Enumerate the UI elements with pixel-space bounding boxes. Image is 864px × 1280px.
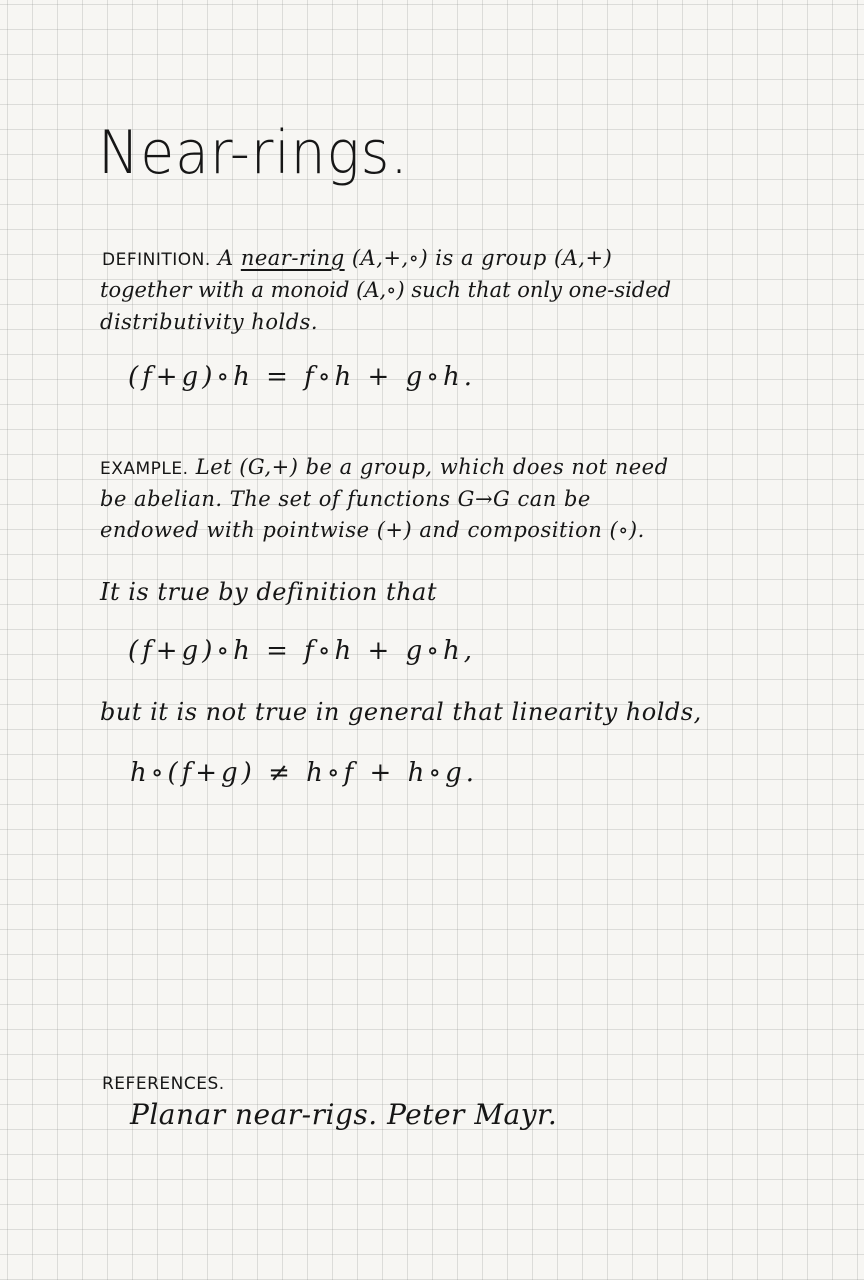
definition-line-3: distributivity holds. bbox=[100, 310, 319, 334]
references-label: REFERENCES. bbox=[102, 1074, 225, 1094]
example-formula-2: h∘(f+g) ≠ h∘f + h∘g. bbox=[130, 758, 478, 788]
definition-article: A bbox=[217, 246, 234, 270]
page-title: Near-rings. bbox=[98, 118, 409, 188]
definition-line-1-rest: (A,+,∘) is a group (A,+) bbox=[351, 246, 613, 270]
example-line-1-text: Let (G,+) be a group, which does not need bbox=[195, 455, 669, 479]
example-line-3: endowed with pointwise (+) and composition (∘). bbox=[100, 518, 645, 542]
definition-term: near-ring bbox=[240, 246, 345, 270]
example-formula-1: (f+g)∘h = f∘h + g∘h, bbox=[128, 636, 476, 666]
example-label: EXAMPLE. bbox=[100, 459, 189, 479]
definition-line-1 bbox=[102, 246, 612, 270]
example-line-5: but it is not true in general that linearity holds, bbox=[100, 698, 702, 726]
example-line-1 bbox=[100, 455, 669, 479]
definition-formula: (f+g)∘h = f∘h + g∘h. bbox=[128, 362, 476, 392]
references-entry: Planar near-rigs. Peter Mayr. bbox=[130, 1098, 558, 1131]
definition-label: DEFINITION. bbox=[102, 250, 211, 270]
example-line-4: It is true by definition that bbox=[100, 578, 437, 606]
example-line-2: be abelian. The set of functions G→G can be bbox=[100, 487, 591, 511]
definition-line-2: together with a monoid (A,∘) such that only one-sided bbox=[100, 278, 672, 302]
